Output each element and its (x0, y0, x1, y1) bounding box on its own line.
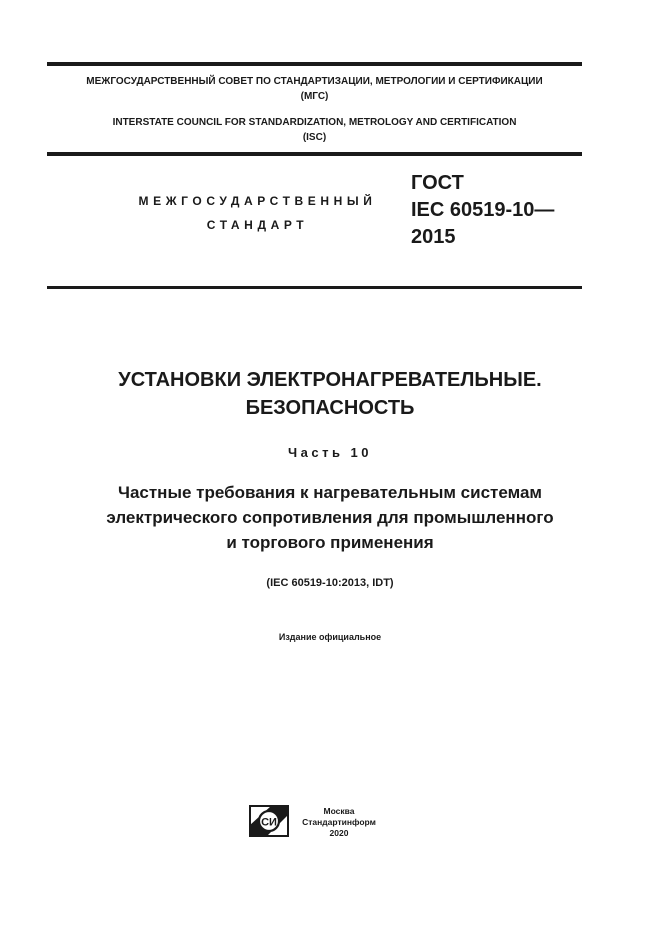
document-subtitle (47, 480, 613, 555)
document-title (47, 366, 613, 422)
edition-label: Издание официальное (278, 632, 382, 642)
publisher-year: 2020 (329, 828, 349, 838)
iec-reference: (IEC 60519-10:2013, IDT) (266, 577, 394, 589)
standard-designation (411, 170, 554, 251)
standard-kind-line2: СТАНДАРТ (206, 218, 309, 232)
designation-line1: ГОСТ (411, 172, 464, 194)
subtitle-line2: электрического сопротивления для промышленного (106, 508, 554, 527)
council-name-ru-line1: МЕЖГОСУДАРСТВЕННЫЙ СОВЕТ ПО СТАНДАРТИЗАЦИИ, МЕТРОЛОГИИ И СЕРТИФИКАЦИИ (86, 76, 543, 87)
council-name-en (47, 115, 582, 145)
logo-letters: СИ (261, 816, 277, 829)
council-abbr-en: (ISC) (302, 132, 327, 143)
council-name-ru (47, 74, 582, 104)
publisher-city: Москва (323, 806, 355, 816)
subtitle-line3: и торгового применения (226, 533, 434, 552)
title-line1: УСТАНОВКИ ЭЛЕКТРОНАГРЕВАТЕЛЬНЫЕ. (118, 369, 542, 391)
lower-rule (47, 286, 582, 289)
subtitle-line1: Частные требования к нагревательным системам (118, 483, 542, 502)
publisher-block (296, 806, 382, 839)
middle-rule (47, 152, 582, 156)
standartinform-logo-icon (249, 805, 289, 837)
standard-kind (120, 189, 395, 237)
council-name-en-line1: INTERSTATE COUNCIL FOR STANDARDIZATION, METROLOGY AND CERTIFICATION (112, 117, 517, 128)
designation-line3: 2015 (411, 226, 456, 248)
top-rule (47, 62, 582, 66)
publisher-name: Стандартинформ (302, 817, 376, 827)
standard-kind-line1: МЕЖГОСУДАРСТВЕННЫЙ (138, 194, 377, 208)
part-number: Часть 10 (287, 445, 373, 460)
designation-line2: IEC 60519-10— (411, 199, 555, 221)
title-line2: БЕЗОПАСНОСТЬ (245, 397, 415, 419)
council-abbr-ru: (МГС) (300, 91, 329, 102)
